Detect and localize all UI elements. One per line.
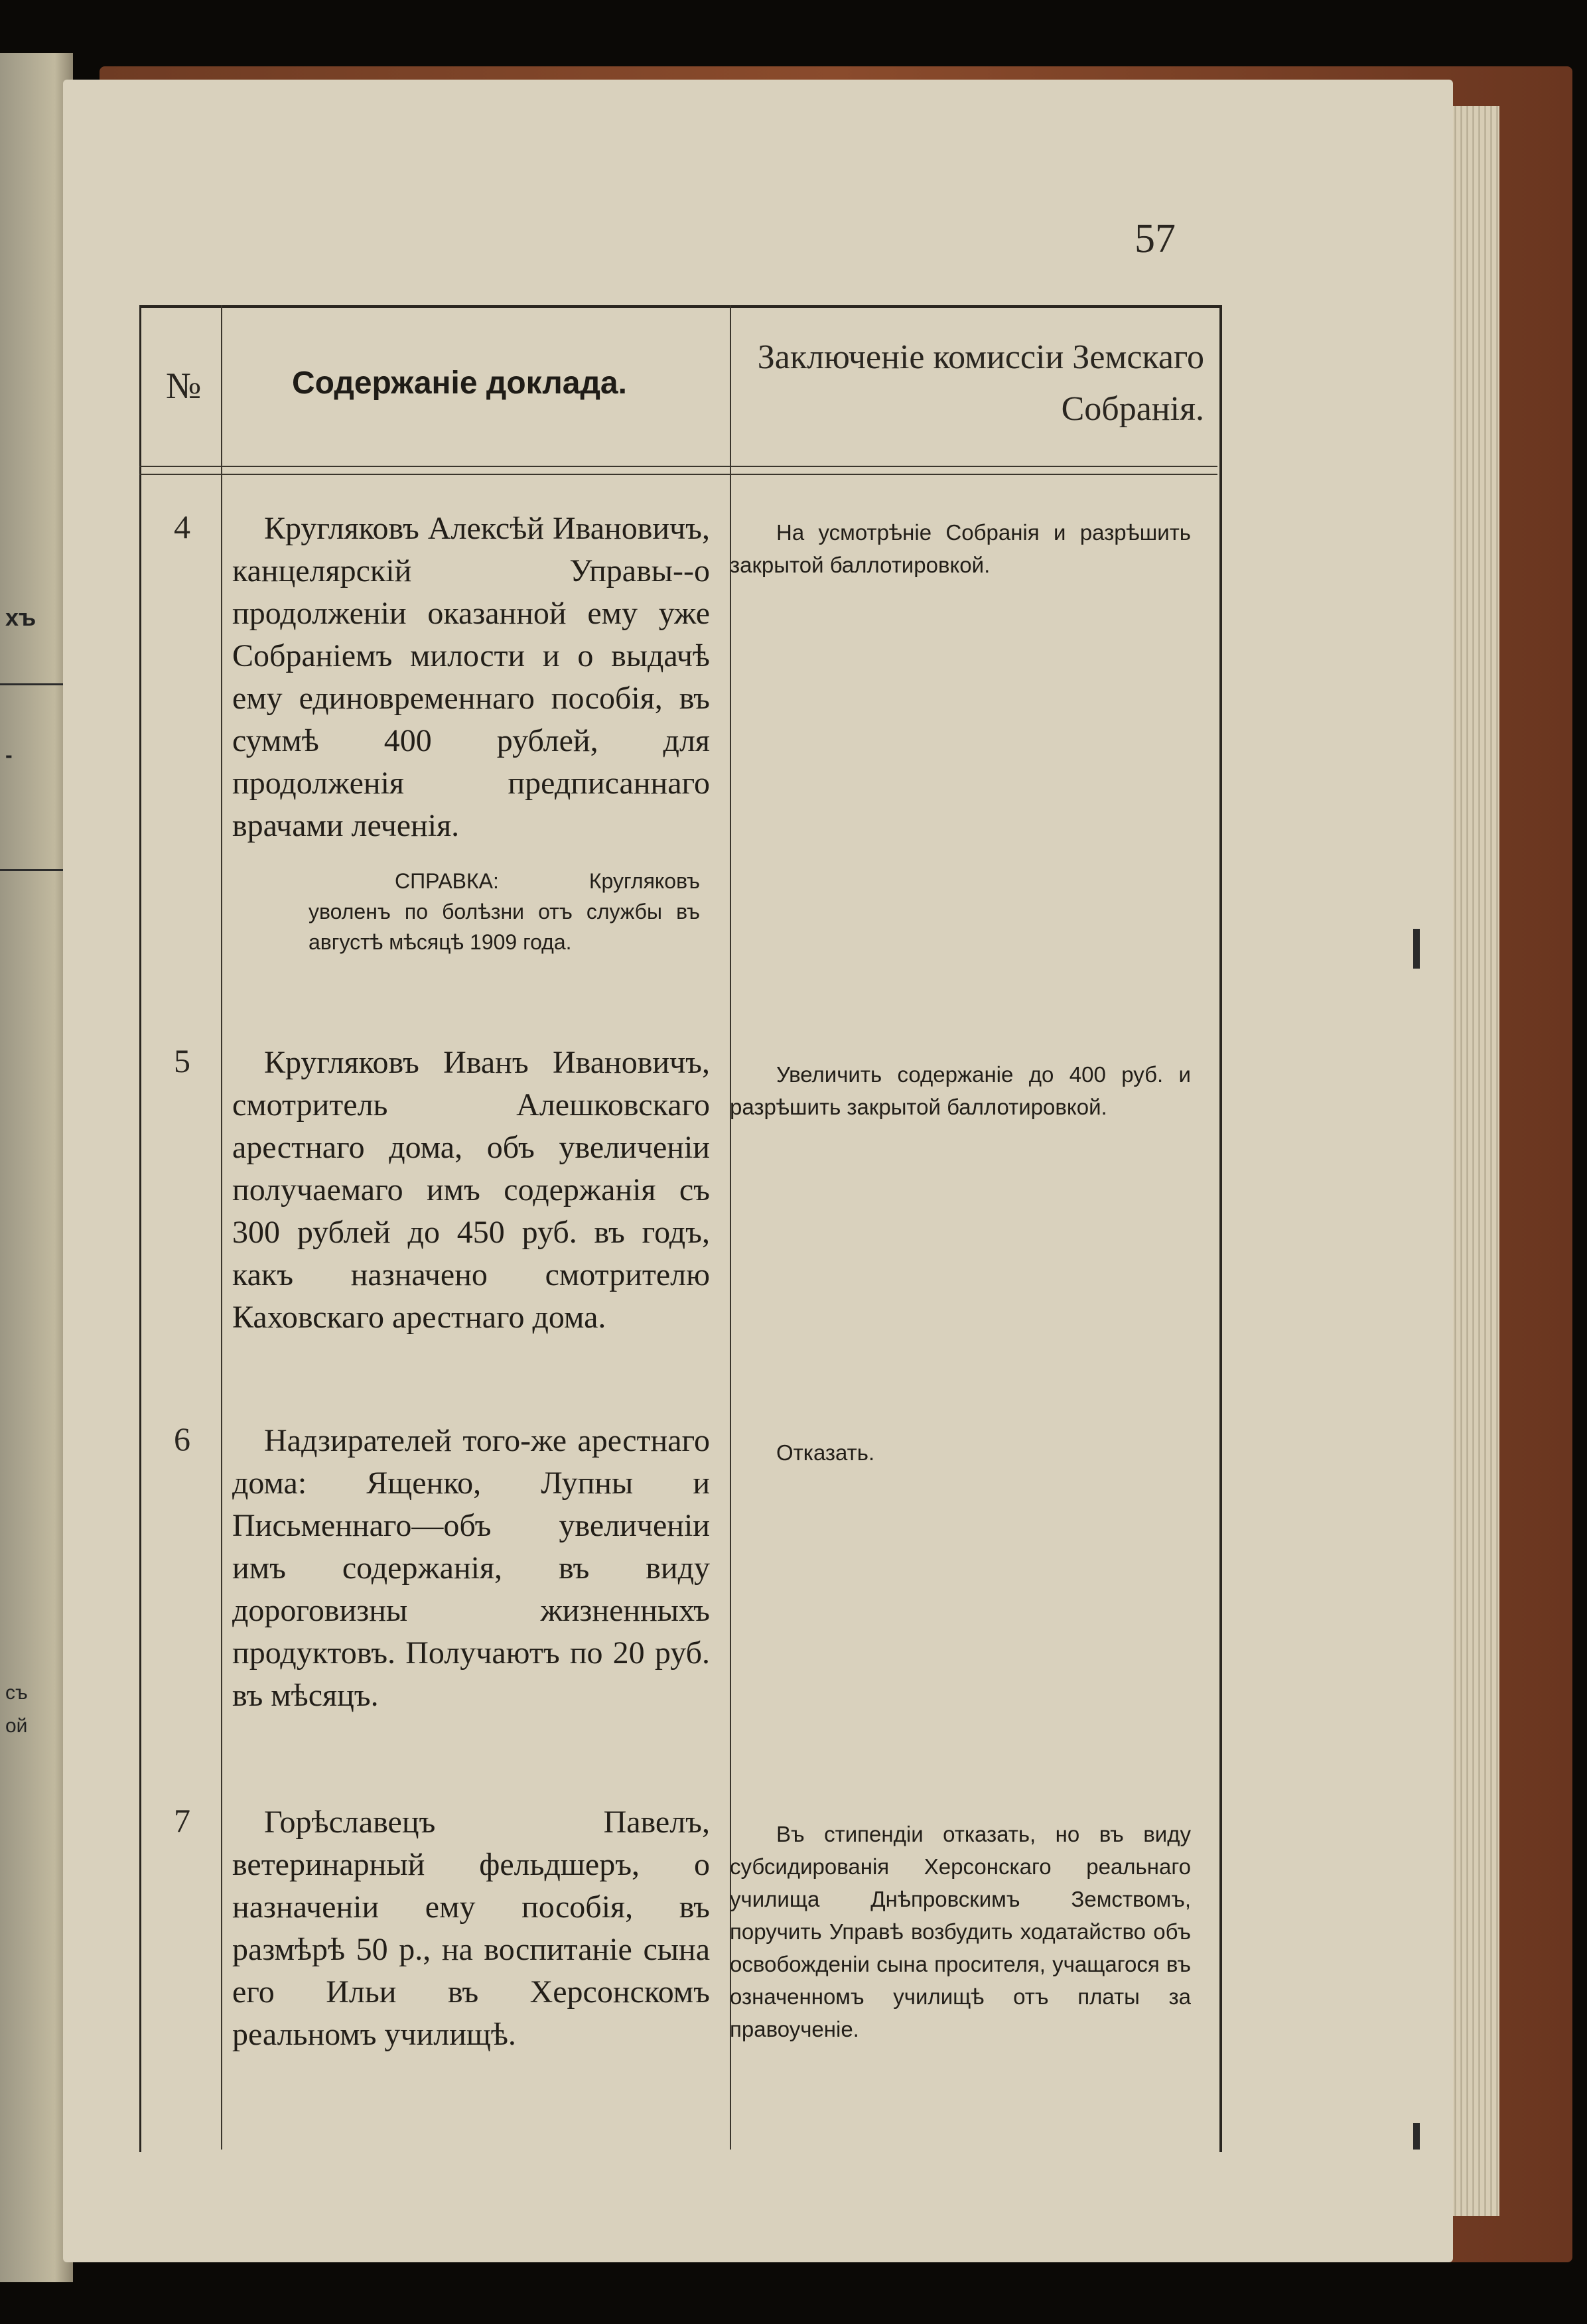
edge-mark [1413, 2123, 1420, 2150]
left-page-edge [0, 53, 73, 2282]
row-conclusion: Увеличить содержаніе до 400 руб. и разрѣшить закрытой баллотировкой. [730, 1062, 1191, 1119]
edge-mark [1413, 929, 1420, 969]
row-content: Горѣславецъ Павелъ, ветеринарный фельдшеръ, о назначеніи ему пособія, въ размѣрѣ 50 р., на воспитаніе сына его Ильи въ Херсонскомъ реальномъ училищѣ. [232, 1805, 710, 2052]
column-divider [221, 305, 222, 2150]
row-number: 7 [174, 1802, 190, 1839]
left-page-fragment: - [5, 743, 13, 767]
row-number: 6 [174, 1420, 190, 1458]
row-note: СПРАВКА: Кругляковъ уволенъ по болѣзни отъ службы въ августѣ мѣсяцѣ 1909 года. [309, 869, 700, 954]
row-number: 4 [174, 508, 190, 545]
header-rule [139, 474, 1217, 475]
row-conclusion: Отказать. [776, 1440, 875, 1465]
left-page-fragment: ой [5, 1715, 28, 1737]
left-page-rule [0, 683, 73, 685]
header-conclusion-column: Заключеніе комиссіи Земскаго Собранія. [757, 338, 1204, 428]
left-page-rule [0, 869, 73, 871]
row-conclusion: Въ стипендіи отказать, но въ виду субсидированія Херсонскаго реальнаго училища Днѣпровскимъ Земствомъ, поручить Управѣ возбудить ходатайство объ освобожденіи сына просителя, учащагося въ означенномъ училищѣ отъ платы за правоученіе. [730, 1822, 1191, 2041]
header-number-column: № [166, 366, 202, 407]
row-content: Кругляковъ Иванъ Ивановичъ, смотритель Алешковскаго арестнаго дома, объ увеличеніи получаемаго имъ содержанія съ 300 рублей до 450 руб. въ годъ, какъ назначено смотрителю Каховскаго арестнаго дома. [232, 1045, 710, 1335]
left-page-fragment: хъ [5, 604, 36, 631]
row-number: 5 [174, 1042, 190, 1079]
left-page-fragment: съ [5, 1682, 28, 1704]
row-content: Надзирателей того-же арестнаго дома: Ященко, Лупны и Письменнаго—объ увеличеніи имъ содержанія, въ виду дороговизны жизненныхъ продуктовъ. Получаютъ по 20 руб. въ мѣсяцъ. [232, 1423, 710, 1713]
page-number: 57 [1135, 216, 1176, 261]
row-conclusion: На усмотрѣніе Собранія и разрѣшить закрытой баллотировкой. [730, 520, 1191, 577]
header-rule [139, 466, 1217, 467]
header-content-column: Содержаніе доклада. [292, 366, 627, 401]
row-content: Кругляковъ Алексѣй Ивановичъ, канцелярскій Управы--о продолженіи оказанной ему уже Собраніемъ милости и о выдачѣ ему единовременнаго пособія, въ суммѣ 400 рублей, для продолженія предписаннаго врачами леченія. [232, 511, 710, 843]
